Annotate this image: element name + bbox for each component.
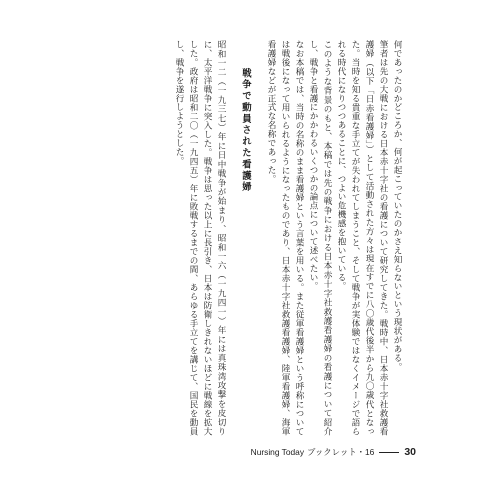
section-heading: 戦争で動員された看護婦 [240,68,251,194]
paragraph: このような背景のもと、本稿では先の戦争における日本赤十字社救護看護婦の看護について紹介し、戦争と看護にかかわるいくつかの論点について述べたい。 [308,40,332,436]
paragraph: なお本稿では、当時の名称のまま看護婦という言葉を用いる。また従軍看護婦という呼称については戦後になって用いられるようになったものであり、日本赤十字社救護看護婦、陸軍看護婦、海軍看護婦などが正式な名称であった。 [266,40,304,436]
booklet-label: ブックレット・16 [307,447,375,457]
page-footer [251,446,416,458]
paragraph: 筆者は先の大戦における日本赤十字社の看護について研究してきた。戦時中、日本赤十字社救護看護婦（以下「日赤看護婦」）として活動された方々は現在すでに八〇歳代後半から九〇歳代となった。当時を知る貴重な手立てが失われてしまうこと、そして戦争が実体験ではなくイメージで語られる時代になりつつあることに、つよい危機感を抱いている。 [336,40,388,436]
paragraph: 昭和一二（一九三七）年に日中戦争が始まり、昭和一六（一九四一）年には真珠湾攻撃を皮切りに、太平洋戦争に突入した。戦争は思った以上に長引き、日本は防衛しきれないほどに戦線を拡大した。政府は昭和二〇（一九四五）年に敗戦するまでの間、あらゆる手立てを講じて、国民を動員し、戦争を遂行しようとした。 [174,40,226,436]
page-number: 30 [404,446,416,458]
footer-rule [379,452,399,453]
journal-title: Nursing Today [250,447,305,457]
article-body [112,40,404,436]
paragraph: 何であったのかどころか、何が起こっていたのかさえ知らないという現状がある。 [392,40,402,372]
